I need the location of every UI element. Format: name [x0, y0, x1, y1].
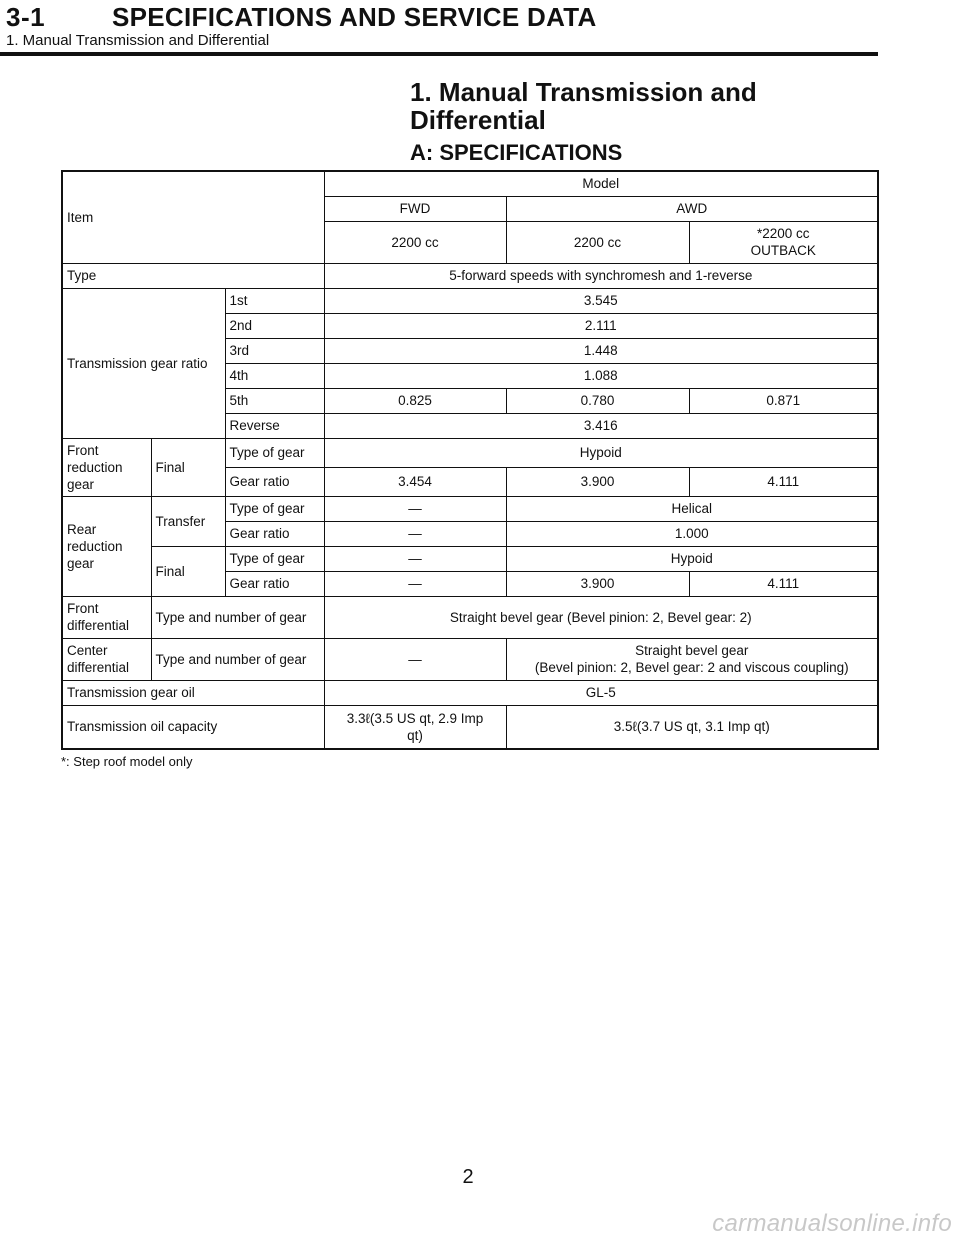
oil-value: GL-5	[324, 680, 878, 705]
front-reduction-line2: reduction	[67, 459, 123, 475]
footnote: *: Step roof model only	[61, 754, 193, 769]
gear-ratio-value: 1.088	[324, 363, 878, 388]
rear-reduction-line3: gear	[67, 555, 95, 571]
center-diff-awd	[506, 638, 878, 680]
front-reduction-line3: gear	[67, 476, 95, 492]
gear-ratio-fwd: 0.825	[324, 388, 506, 413]
front-diff-line1: Front	[67, 601, 99, 616]
rear-transfer-type-label: Type of gear	[225, 496, 324, 521]
capacity-fwd	[324, 705, 506, 749]
spec-table	[61, 170, 879, 750]
center-diff-fwd: —	[324, 638, 506, 680]
center-diff-line2: differential	[67, 660, 130, 675]
section-title-line2: Differential	[410, 105, 546, 135]
capacity-fwd-line2: qt)	[407, 727, 423, 743]
gear-name: 2nd	[225, 313, 324, 338]
gear-ratio-value: 2.111	[324, 313, 878, 338]
col-awd-outback	[689, 221, 878, 263]
gear-ratio-label: Transmission gear ratio	[62, 288, 225, 438]
col-awd-outback-line2: OUTBACK	[750, 243, 816, 258]
table-row	[62, 680, 878, 705]
rear-transfer-ratio-label: Gear ratio	[225, 521, 324, 546]
type-label: Type	[62, 263, 324, 288]
header-subtitle: 1. Manual Transmission and Differential	[6, 32, 270, 49]
fwd-header-cell: FWD	[324, 196, 506, 221]
rear-transfer-label: Transfer	[151, 496, 225, 546]
item-header-cell: Item	[62, 171, 324, 263]
rear-final-ratio-label: Gear ratio	[225, 571, 324, 596]
header-rule	[0, 52, 878, 56]
oil-label: Transmission gear oil	[62, 680, 324, 705]
rear-final-type-awd: Hypoid	[506, 546, 878, 571]
table-row	[62, 546, 878, 571]
rear-final-ratio-outback: 4.111	[689, 571, 878, 596]
rear-reduction-line1: Rear	[67, 521, 97, 537]
rear-final-type-fwd: —	[324, 546, 506, 571]
rear-reduction-label	[62, 496, 151, 596]
front-diff-line2: differential	[67, 618, 130, 633]
watermark: carmanualsonline.info	[712, 1210, 952, 1237]
gear-name: 1st	[225, 288, 324, 313]
center-diff-line1: Center	[67, 643, 108, 658]
gear-name: 5th	[225, 388, 324, 413]
capacity-fwd-line1: 3.3ℓ(3.5 US qt, 2.9 Imp	[346, 710, 484, 726]
awd-header-cell: AWD	[506, 196, 878, 221]
gear-name: 4th	[225, 363, 324, 388]
front-gear-ratio-fwd: 3.454	[324, 467, 506, 496]
rear-transfer-type-fwd: —	[324, 496, 506, 521]
front-gear-ratio-outback: 4.111	[689, 467, 878, 496]
front-diff-param: Type and number of gear	[151, 596, 324, 638]
section-subtitle: A: SPECIFICATIONS	[410, 140, 623, 165]
rear-final-ratio-awd: 3.900	[506, 571, 689, 596]
table-header-row	[62, 171, 878, 196]
table-row	[62, 263, 878, 288]
rear-transfer-ratio-fwd: —	[324, 521, 506, 546]
gear-ratio-awd: 0.780	[506, 388, 689, 413]
gear-name: Reverse	[225, 413, 324, 438]
model-header-cell: Model	[324, 171, 878, 196]
rear-final-type-label: Type of gear	[225, 546, 324, 571]
table-row	[62, 496, 878, 521]
front-diff-value: Straight bevel gear (Bevel pinion: 2, Bevel gear: 2)	[324, 596, 878, 638]
table-row	[62, 288, 878, 313]
center-diff-param: Type and number of gear	[151, 638, 324, 680]
rear-transfer-ratio-awd: 1.000	[506, 521, 878, 546]
front-final-label: Final	[151, 438, 225, 496]
col-awd-2200: 2200 cc	[506, 221, 689, 263]
col-fwd-2200: 2200 cc	[324, 221, 506, 263]
section-code: 3-1	[6, 2, 46, 32]
gear-ratio-value: 1.448	[324, 338, 878, 363]
rear-final-label: Final	[151, 546, 225, 596]
gear-ratio-value: 3.545	[324, 288, 878, 313]
front-gear-ratio-label: Gear ratio	[225, 467, 324, 496]
front-type-of-gear-value: Hypoid	[324, 438, 878, 467]
center-diff-label	[62, 638, 151, 680]
table-row	[62, 638, 878, 680]
capacity-label: Transmission oil capacity	[62, 705, 324, 749]
section-title-line1: 1. Manual Transmission and	[410, 77, 757, 107]
gear-ratio-value: 3.416	[324, 413, 878, 438]
center-diff-awd-line1: Straight bevel gear	[635, 643, 749, 658]
front-reduction-label	[62, 438, 151, 496]
table-row	[62, 596, 878, 638]
front-type-of-gear-label: Type of gear	[225, 438, 324, 467]
rear-transfer-type-awd: Helical	[506, 496, 878, 521]
gear-ratio-outback: 0.871	[689, 388, 878, 413]
rear-reduction-line2: reduction	[67, 538, 123, 554]
front-gear-ratio-awd: 3.900	[506, 467, 689, 496]
table-row	[62, 705, 878, 749]
front-diff-label	[62, 596, 151, 638]
rear-final-ratio-fwd: —	[324, 571, 506, 596]
type-value: 5-forward speeds with synchromesh and 1-reverse	[324, 263, 878, 288]
col-awd-outback-line1: *2200 cc	[756, 226, 810, 241]
page-number: 2	[462, 1166, 474, 1188]
capacity-awd: 3.5ℓ(3.7 US qt, 3.1 Imp qt)	[506, 705, 878, 749]
section-title	[410, 78, 880, 134]
gear-name: 3rd	[225, 338, 324, 363]
table-row	[62, 438, 878, 467]
front-reduction-line1: Front	[67, 442, 99, 458]
center-diff-awd-line2: (Bevel pinion: 2, Bevel gear: 2 and viscous coupling)	[534, 660, 849, 675]
header-title: SPECIFICATIONS AND SERVICE DATA	[112, 2, 597, 32]
